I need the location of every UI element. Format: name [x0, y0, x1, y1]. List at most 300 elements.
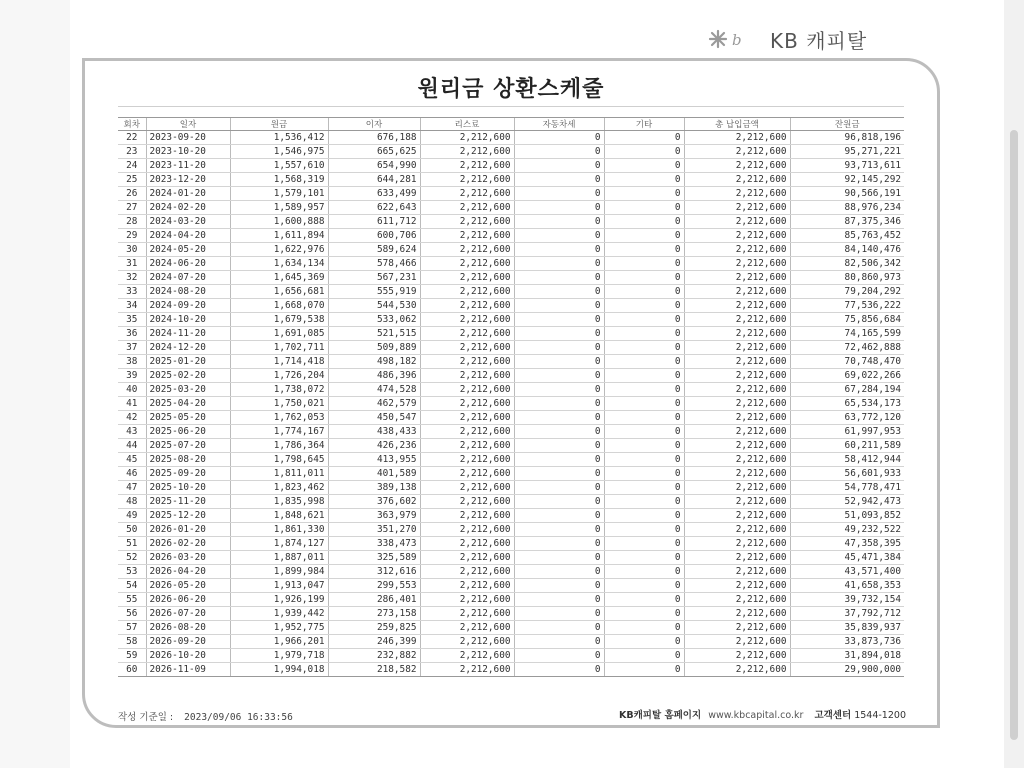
- cell-interest: 286,401: [328, 593, 420, 607]
- cell-other: 0: [604, 131, 684, 145]
- cell-principal: 1,874,127: [230, 537, 328, 551]
- cell-lease-fee: 2,212,600: [420, 215, 514, 229]
- cell-car-tax: 0: [514, 635, 604, 649]
- cell-lease-fee: 2,212,600: [420, 649, 514, 663]
- table-row: [118, 397, 904, 411]
- cell-remaining-principal: 74,165,599: [790, 327, 904, 341]
- cell-remaining-principal: 93,713,611: [790, 159, 904, 173]
- cell-other: 0: [604, 663, 684, 677]
- cell-installment: 39: [118, 369, 146, 383]
- cell-principal: 1,899,984: [230, 565, 328, 579]
- cell-date: 2023-12-20: [146, 173, 230, 187]
- cell-total-payment: 2,212,600: [684, 145, 790, 159]
- cell-car-tax: 0: [514, 145, 604, 159]
- cell-car-tax: 0: [514, 481, 604, 495]
- cell-principal: 1,656,681: [230, 285, 328, 299]
- cell-car-tax: 0: [514, 565, 604, 579]
- table-row: [118, 243, 904, 257]
- cell-remaining-principal: 96,818,196: [790, 131, 904, 145]
- table-row: [118, 565, 904, 579]
- cell-other: 0: [604, 579, 684, 593]
- cell-installment: 34: [118, 299, 146, 313]
- cell-date: 2024-08-20: [146, 285, 230, 299]
- cell-interest: 273,158: [328, 607, 420, 621]
- cell-installment: 25: [118, 173, 146, 187]
- cell-date: 2023-09-20: [146, 131, 230, 145]
- header-lease-fee: 리스료: [420, 118, 514, 131]
- cell-principal: 1,823,462: [230, 481, 328, 495]
- cell-installment: 57: [118, 621, 146, 635]
- cell-date: 2025-10-20: [146, 481, 230, 495]
- cell-interest: 218,582: [328, 663, 420, 677]
- cell-installment: 36: [118, 327, 146, 341]
- cell-installment: 50: [118, 523, 146, 537]
- homepage-label: KB캐피탈 홈페이지: [619, 710, 702, 721]
- cell-interest: 644,281: [328, 173, 420, 187]
- cell-lease-fee: 2,212,600: [420, 551, 514, 565]
- cell-installment: 45: [118, 453, 146, 467]
- cell-other: 0: [604, 271, 684, 285]
- cell-interest: 665,625: [328, 145, 420, 159]
- cell-remaining-principal: 85,763,452: [790, 229, 904, 243]
- cell-total-payment: 2,212,600: [684, 397, 790, 411]
- cell-installment: 59: [118, 649, 146, 663]
- cell-lease-fee: 2,212,600: [420, 397, 514, 411]
- cell-lease-fee: 2,212,600: [420, 341, 514, 355]
- cell-car-tax: 0: [514, 243, 604, 257]
- cell-installment: 56: [118, 607, 146, 621]
- cell-lease-fee: 2,212,600: [420, 635, 514, 649]
- cell-total-payment: 2,212,600: [684, 173, 790, 187]
- cell-remaining-principal: 72,462,888: [790, 341, 904, 355]
- cell-date: 2025-12-20: [146, 509, 230, 523]
- cell-interest: 474,528: [328, 383, 420, 397]
- cell-total-payment: 2,212,600: [684, 607, 790, 621]
- header-interest: 이자: [328, 118, 420, 131]
- cell-installment: 35: [118, 313, 146, 327]
- cell-interest: 325,589: [328, 551, 420, 565]
- cell-remaining-principal: 43,571,400: [790, 565, 904, 579]
- cell-lease-fee: 2,212,600: [420, 453, 514, 467]
- cell-other: 0: [604, 369, 684, 383]
- cell-remaining-principal: 35,839,937: [790, 621, 904, 635]
- cell-car-tax: 0: [514, 215, 604, 229]
- cell-lease-fee: 2,212,600: [420, 621, 514, 635]
- cell-remaining-principal: 29,900,000: [790, 663, 904, 677]
- cell-total-payment: 2,212,600: [684, 243, 790, 257]
- cell-interest: 376,602: [328, 495, 420, 509]
- cell-remaining-principal: 67,284,194: [790, 383, 904, 397]
- cell-interest: 312,616: [328, 565, 420, 579]
- table-row: [118, 425, 904, 439]
- created-timestamp: 2023/09/06 16:33:56: [184, 712, 293, 723]
- cell-date: 2024-01-20: [146, 187, 230, 201]
- cell-car-tax: 0: [514, 173, 604, 187]
- cell-total-payment: 2,212,600: [684, 327, 790, 341]
- cell-installment: 41: [118, 397, 146, 411]
- cell-installment: 46: [118, 467, 146, 481]
- cell-total-payment: 2,212,600: [684, 159, 790, 173]
- cell-other: 0: [604, 481, 684, 495]
- header-principal: 원금: [230, 118, 328, 131]
- cell-total-payment: 2,212,600: [684, 201, 790, 215]
- left-margin: [0, 0, 70, 768]
- cell-other: 0: [604, 621, 684, 635]
- cell-date: 2026-04-20: [146, 565, 230, 579]
- cell-remaining-principal: 33,873,736: [790, 635, 904, 649]
- cell-car-tax: 0: [514, 369, 604, 383]
- cell-other: 0: [604, 313, 684, 327]
- cell-total-payment: 2,212,600: [684, 313, 790, 327]
- cell-date: 2025-05-20: [146, 411, 230, 425]
- table-row: [118, 607, 904, 621]
- cell-car-tax: 0: [514, 327, 604, 341]
- table-row: [118, 229, 904, 243]
- cell-other: 0: [604, 201, 684, 215]
- cell-total-payment: 2,212,600: [684, 285, 790, 299]
- cell-principal: 1,762,053: [230, 411, 328, 425]
- cell-other: 0: [604, 173, 684, 187]
- cell-other: 0: [604, 383, 684, 397]
- cell-remaining-principal: 77,536,222: [790, 299, 904, 313]
- scrollbar-thumb[interactable]: [1010, 130, 1018, 740]
- cell-date: 2023-10-20: [146, 145, 230, 159]
- created-label: 작성 기준일 :: [118, 712, 174, 723]
- cell-remaining-principal: 41,658,353: [790, 579, 904, 593]
- table-row: [118, 467, 904, 481]
- cell-date: 2025-04-20: [146, 397, 230, 411]
- cell-total-payment: 2,212,600: [684, 131, 790, 145]
- cell-lease-fee: 2,212,600: [420, 579, 514, 593]
- cell-other: 0: [604, 495, 684, 509]
- cell-car-tax: 0: [514, 579, 604, 593]
- cell-date: 2026-01-20: [146, 523, 230, 537]
- cell-other: 0: [604, 551, 684, 565]
- cell-lease-fee: 2,212,600: [420, 201, 514, 215]
- cell-installment: 38: [118, 355, 146, 369]
- cell-remaining-principal: 61,997,953: [790, 425, 904, 439]
- cell-total-payment: 2,212,600: [684, 453, 790, 467]
- cell-car-tax: 0: [514, 663, 604, 677]
- table-row: [118, 537, 904, 551]
- cell-remaining-principal: 37,792,712: [790, 607, 904, 621]
- cell-total-payment: 2,212,600: [684, 663, 790, 677]
- cell-other: 0: [604, 243, 684, 257]
- table-row: [118, 369, 904, 383]
- cell-lease-fee: 2,212,600: [420, 509, 514, 523]
- cell-principal: 1,579,101: [230, 187, 328, 201]
- cell-remaining-principal: 88,976,234: [790, 201, 904, 215]
- cell-total-payment: 2,212,600: [684, 509, 790, 523]
- header-car-tax: 자동차세: [514, 118, 604, 131]
- cell-date: 2024-06-20: [146, 257, 230, 271]
- cell-principal: 1,994,018: [230, 663, 328, 677]
- cell-total-payment: 2,212,600: [684, 635, 790, 649]
- cell-interest: 338,473: [328, 537, 420, 551]
- cell-other: 0: [604, 509, 684, 523]
- cell-total-payment: 2,212,600: [684, 341, 790, 355]
- cell-lease-fee: 2,212,600: [420, 271, 514, 285]
- cell-car-tax: 0: [514, 649, 604, 663]
- cell-other: 0: [604, 257, 684, 271]
- cell-other: 0: [604, 439, 684, 453]
- table-row: [118, 523, 904, 537]
- cell-total-payment: 2,212,600: [684, 579, 790, 593]
- cell-car-tax: 0: [514, 425, 604, 439]
- cell-total-payment: 2,212,600: [684, 369, 790, 383]
- cell-other: 0: [604, 229, 684, 243]
- cell-other: 0: [604, 565, 684, 579]
- cell-principal: 1,645,369: [230, 271, 328, 285]
- cell-date: 2024-07-20: [146, 271, 230, 285]
- cell-installment: 40: [118, 383, 146, 397]
- cell-interest: 462,579: [328, 397, 420, 411]
- cell-date: 2026-07-20: [146, 607, 230, 621]
- cell-car-tax: 0: [514, 271, 604, 285]
- cell-other: 0: [604, 425, 684, 439]
- cell-car-tax: 0: [514, 453, 604, 467]
- cell-car-tax: 0: [514, 285, 604, 299]
- table-row: [118, 215, 904, 229]
- cell-principal: 1,750,021: [230, 397, 328, 411]
- cell-car-tax: 0: [514, 131, 604, 145]
- cell-lease-fee: 2,212,600: [420, 313, 514, 327]
- footer-contact: [619, 707, 906, 721]
- cell-remaining-principal: 70,748,470: [790, 355, 904, 369]
- cell-other: 0: [604, 397, 684, 411]
- cell-principal: 1,848,621: [230, 509, 328, 523]
- cell-total-payment: 2,212,600: [684, 271, 790, 285]
- cell-lease-fee: 2,212,600: [420, 299, 514, 313]
- cell-total-payment: 2,212,600: [684, 593, 790, 607]
- cell-other: 0: [604, 341, 684, 355]
- cell-other: 0: [604, 523, 684, 537]
- cell-principal: 1,691,085: [230, 327, 328, 341]
- cell-remaining-principal: 60,211,589: [790, 439, 904, 453]
- cell-installment: 48: [118, 495, 146, 509]
- cell-lease-fee: 2,212,600: [420, 355, 514, 369]
- cell-interest: 676,188: [328, 131, 420, 145]
- scrollbar-track[interactable]: [1004, 0, 1024, 768]
- cell-principal: 1,966,201: [230, 635, 328, 649]
- cell-principal: 1,679,538: [230, 313, 328, 327]
- cell-other: 0: [604, 355, 684, 369]
- cell-principal: 1,738,072: [230, 383, 328, 397]
- cell-lease-fee: 2,212,600: [420, 243, 514, 257]
- cell-interest: 351,270: [328, 523, 420, 537]
- cell-other: 0: [604, 145, 684, 159]
- cell-interest: 578,466: [328, 257, 420, 271]
- cell-installment: 60: [118, 663, 146, 677]
- cell-date: 2026-10-20: [146, 649, 230, 663]
- cell-interest: 259,825: [328, 621, 420, 635]
- cell-remaining-principal: 54,778,471: [790, 481, 904, 495]
- cell-lease-fee: 2,212,600: [420, 439, 514, 453]
- cell-total-payment: 2,212,600: [684, 551, 790, 565]
- cell-installment: 47: [118, 481, 146, 495]
- cell-interest: 486,396: [328, 369, 420, 383]
- cell-installment: 24: [118, 159, 146, 173]
- table-row: [118, 453, 904, 467]
- cell-principal: 1,861,330: [230, 523, 328, 537]
- cell-car-tax: 0: [514, 397, 604, 411]
- cell-total-payment: 2,212,600: [684, 565, 790, 579]
- cell-total-payment: 2,212,600: [684, 383, 790, 397]
- cell-interest: 622,643: [328, 201, 420, 215]
- cell-principal: 1,536,412: [230, 131, 328, 145]
- cell-remaining-principal: 58,412,944: [790, 453, 904, 467]
- footer-created-date: [118, 709, 293, 723]
- cell-installment: 32: [118, 271, 146, 285]
- table-row: [118, 257, 904, 271]
- cell-principal: 1,557,610: [230, 159, 328, 173]
- customer-center-phone: 1544-1200: [854, 710, 906, 721]
- cell-remaining-principal: 79,204,292: [790, 285, 904, 299]
- cell-other: 0: [604, 607, 684, 621]
- cell-car-tax: 0: [514, 523, 604, 537]
- cell-lease-fee: 2,212,600: [420, 411, 514, 425]
- homepage-link[interactable]: www.kbcapital.co.kr: [708, 710, 804, 721]
- cell-date: 2024-02-20: [146, 201, 230, 215]
- cell-total-payment: 2,212,600: [684, 187, 790, 201]
- cell-remaining-principal: 75,856,684: [790, 313, 904, 327]
- repayment-schedule-table: [118, 117, 904, 677]
- cell-car-tax: 0: [514, 341, 604, 355]
- cell-principal: 1,887,011: [230, 551, 328, 565]
- cell-other: 0: [604, 649, 684, 663]
- cell-date: 2026-05-20: [146, 579, 230, 593]
- cell-lease-fee: 2,212,600: [420, 495, 514, 509]
- cell-remaining-principal: 63,772,120: [790, 411, 904, 425]
- cell-installment: 28: [118, 215, 146, 229]
- table-header-row: [118, 118, 904, 131]
- table-row: [118, 551, 904, 565]
- kb-star-icon: [706, 28, 766, 50]
- cell-lease-fee: 2,212,600: [420, 481, 514, 495]
- cell-date: 2024-10-20: [146, 313, 230, 327]
- cell-principal: 1,786,364: [230, 439, 328, 453]
- cell-installment: 42: [118, 411, 146, 425]
- cell-total-payment: 2,212,600: [684, 257, 790, 271]
- cell-installment: 37: [118, 341, 146, 355]
- cell-lease-fee: 2,212,600: [420, 537, 514, 551]
- page-title: 원리금 상환스케줄: [417, 77, 605, 102]
- cell-lease-fee: 2,212,600: [420, 565, 514, 579]
- cell-installment: 52: [118, 551, 146, 565]
- cell-total-payment: 2,212,600: [684, 215, 790, 229]
- cell-lease-fee: 2,212,600: [420, 257, 514, 271]
- table-row: [118, 341, 904, 355]
- svg-text:b: b: [732, 31, 742, 49]
- table-row: [118, 439, 904, 453]
- cell-car-tax: 0: [514, 201, 604, 215]
- table-row: [118, 383, 904, 397]
- cell-lease-fee: 2,212,600: [420, 285, 514, 299]
- table-row: [118, 187, 904, 201]
- cell-remaining-principal: 51,093,852: [790, 509, 904, 523]
- cell-interest: 600,706: [328, 229, 420, 243]
- cell-principal: 1,634,134: [230, 257, 328, 271]
- table-row: [118, 201, 904, 215]
- table-row: [118, 285, 904, 299]
- cell-date: 2026-11-09: [146, 663, 230, 677]
- cell-date: 2024-09-20: [146, 299, 230, 313]
- cell-interest: 426,236: [328, 439, 420, 453]
- cell-total-payment: 2,212,600: [684, 425, 790, 439]
- header-installment: 회차: [118, 118, 146, 131]
- cell-installment: 30: [118, 243, 146, 257]
- cell-car-tax: 0: [514, 257, 604, 271]
- cell-remaining-principal: 87,375,346: [790, 215, 904, 229]
- cell-date: 2026-08-20: [146, 621, 230, 635]
- cell-installment: 31: [118, 257, 146, 271]
- cell-lease-fee: 2,212,600: [420, 187, 514, 201]
- cell-car-tax: 0: [514, 467, 604, 481]
- table-row: [118, 649, 904, 663]
- cell-date: 2025-11-20: [146, 495, 230, 509]
- cell-lease-fee: 2,212,600: [420, 607, 514, 621]
- cell-car-tax: 0: [514, 607, 604, 621]
- cell-principal: 1,952,775: [230, 621, 328, 635]
- cell-principal: 1,774,167: [230, 425, 328, 439]
- cell-installment: 44: [118, 439, 146, 453]
- cell-car-tax: 0: [514, 159, 604, 173]
- cell-date: 2025-08-20: [146, 453, 230, 467]
- cell-remaining-principal: 65,534,173: [790, 397, 904, 411]
- kb-capital-logo: [706, 26, 867, 52]
- cell-principal: 1,546,975: [230, 145, 328, 159]
- cell-remaining-principal: 95,271,221: [790, 145, 904, 159]
- cell-principal: 1,611,894: [230, 229, 328, 243]
- cell-interest: 363,979: [328, 509, 420, 523]
- cell-date: 2026-02-20: [146, 537, 230, 551]
- cell-interest: 413,955: [328, 453, 420, 467]
- cell-car-tax: 0: [514, 187, 604, 201]
- cell-lease-fee: 2,212,600: [420, 173, 514, 187]
- cell-car-tax: 0: [514, 593, 604, 607]
- cell-other: 0: [604, 537, 684, 551]
- cell-total-payment: 2,212,600: [684, 537, 790, 551]
- title-divider: [118, 106, 904, 107]
- cell-installment: 27: [118, 201, 146, 215]
- header-total-payment: 총 납입금액: [684, 118, 790, 131]
- cell-principal: 1,600,888: [230, 215, 328, 229]
- cell-lease-fee: 2,212,600: [420, 369, 514, 383]
- cell-interest: 611,712: [328, 215, 420, 229]
- table-row: [118, 663, 904, 677]
- table-row: [118, 159, 904, 173]
- cell-interest: 654,990: [328, 159, 420, 173]
- cell-other: 0: [604, 635, 684, 649]
- cell-car-tax: 0: [514, 411, 604, 425]
- cell-interest: 521,515: [328, 327, 420, 341]
- table-row: [118, 355, 904, 369]
- cell-interest: 498,182: [328, 355, 420, 369]
- cell-installment: 49: [118, 509, 146, 523]
- table-row: [118, 131, 904, 145]
- cell-lease-fee: 2,212,600: [420, 327, 514, 341]
- table-row: [118, 327, 904, 341]
- cell-date: 2026-06-20: [146, 593, 230, 607]
- cell-installment: 58: [118, 635, 146, 649]
- cell-lease-fee: 2,212,600: [420, 229, 514, 243]
- cell-car-tax: 0: [514, 229, 604, 243]
- cell-remaining-principal: 39,732,154: [790, 593, 904, 607]
- cell-interest: 533,062: [328, 313, 420, 327]
- cell-lease-fee: 2,212,600: [420, 523, 514, 537]
- cell-remaining-principal: 31,894,018: [790, 649, 904, 663]
- cell-total-payment: 2,212,600: [684, 495, 790, 509]
